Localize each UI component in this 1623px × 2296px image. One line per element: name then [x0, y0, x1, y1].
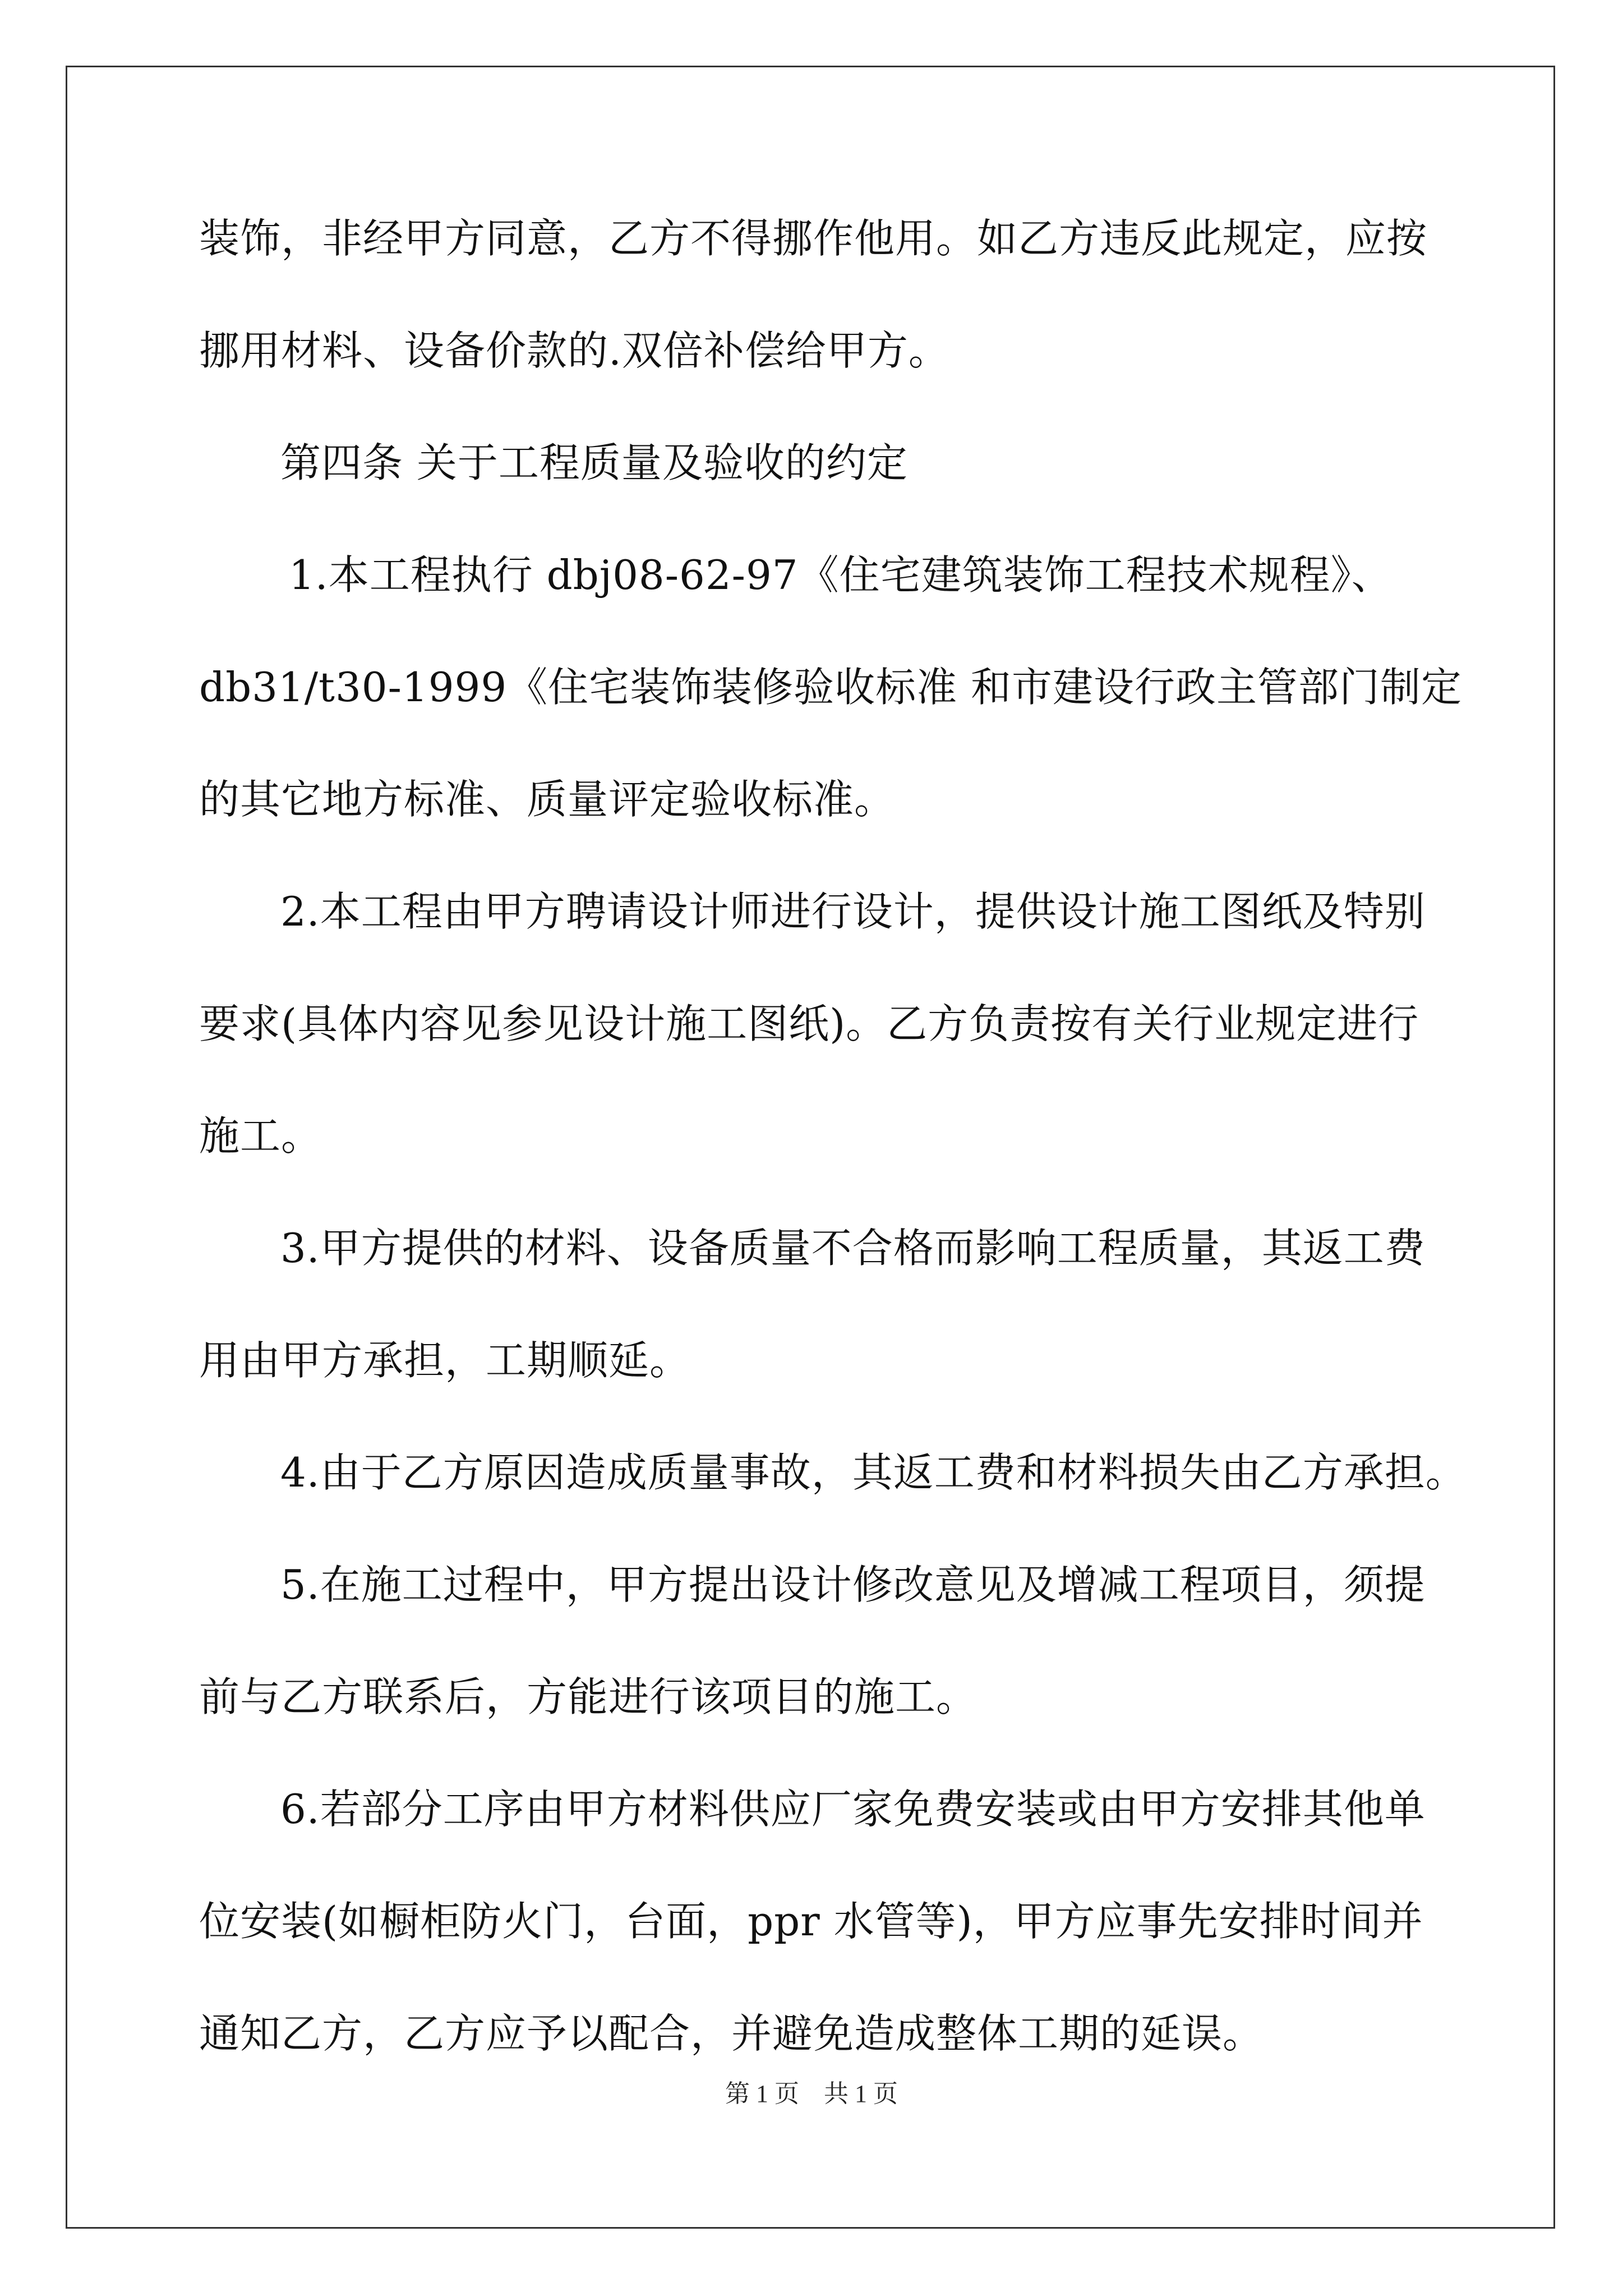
- text-line: 1.本工程执行 dbj08-62-97《住宅建筑装饰工程技术规程》、: [289, 551, 1393, 599]
- text-line: 挪用材料、设备价款的.双倍补偿给甲方。: [199, 327, 949, 374]
- text-line: 5.在施工过程中，甲方提出设计修改意见及增减工程项目，须提: [280, 1561, 1426, 1608]
- text-line: 2.本工程由甲方聘请设计师进行设计，提供设计施工图纸及特别: [280, 888, 1426, 935]
- text-line: 施工。: [199, 1112, 322, 1159]
- text-line: 的其它地方标准、质量评定验收标准。: [199, 776, 896, 823]
- text-line: db31/t30-1999《住宅装饰装修验收标准 和市建设行政主管部门制定: [199, 664, 1463, 711]
- text-line: 位安装(如橱柜防火门，台面，ppr 水管等)，甲方应事先安排时间并: [199, 1898, 1423, 1945]
- text-line: 通知乙方，乙方应予以配合，并避免造成整体工期的延误。: [199, 2010, 1264, 2057]
- page-number: 第 1 页 共 1 页: [725, 2080, 898, 2108]
- section-heading: 第四条 关于工程质量及验收的约定: [280, 439, 908, 486]
- text-line: 要求(具体内容见参见设计施工图纸)。乙方负责按有关行业规定进行: [199, 1000, 1419, 1047]
- text-line: 6.若部分工序由甲方材料供应厂家免费安装或由甲方安排其他单: [280, 1786, 1426, 1833]
- text-line: 装饰，非经甲方同意，乙方不得挪作他用。如乙方违反此规定，应按: [199, 215, 1428, 262]
- text-line: 用由甲方承担，工期顺延。: [199, 1337, 691, 1384]
- text-line: 4.由于乙方原因造成质量事故，其返工费和材料损失由乙方承担。: [280, 1449, 1467, 1496]
- text-line: 前与乙方联系后，方能进行该项目的施工。: [199, 1673, 978, 1720]
- text-line: 3.甲方提供的材料、设备质量不合格而影响工程质量，其返工费: [280, 1225, 1426, 1272]
